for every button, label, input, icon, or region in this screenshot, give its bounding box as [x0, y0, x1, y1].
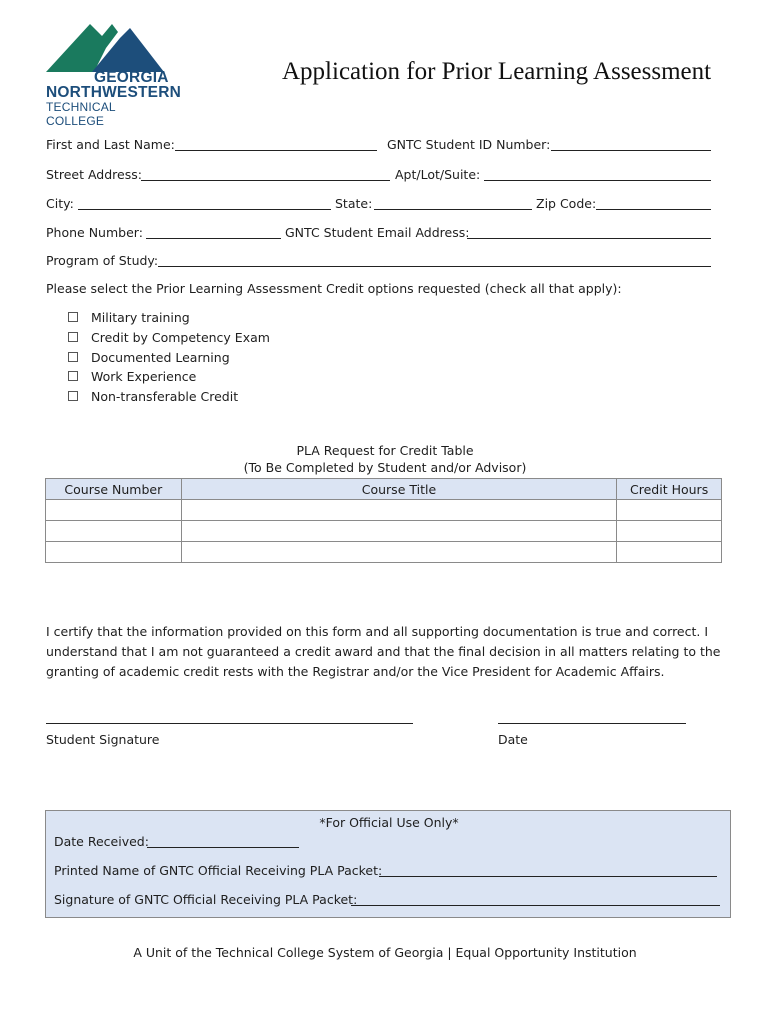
column-header: Credit Hours — [617, 479, 722, 500]
name-label: First and Last Name: — [46, 137, 175, 152]
program-label: Program of Study: — [46, 253, 159, 268]
table-header-row — [46, 479, 722, 500]
city-label: City: — [46, 196, 74, 211]
footer-text: A Unit of the Technical College System of Georgia | Equal Opportunity Institution — [133, 945, 637, 960]
phone-label: Phone Number: — [46, 225, 143, 240]
course-number-cell[interactable] — [46, 500, 182, 521]
mountain-logo-icon — [46, 22, 166, 72]
credit-hours-cell[interactable] — [617, 521, 722, 542]
student-id-label: GNTC Student ID Number: — [387, 137, 551, 152]
date-label: Date — [498, 732, 528, 747]
city-field[interactable] — [78, 209, 331, 210]
student-signature-field[interactable] — [46, 723, 413, 724]
logo-line-1: GEORGIA — [94, 69, 169, 86]
non-transferable-credit-checkbox[interactable] — [68, 391, 78, 401]
option-label: Military training — [91, 310, 190, 325]
certify-line-2: understand that I am not guaranteed a credit award and that the final decision in all matters relating to the — [46, 644, 721, 659]
printed-name-field[interactable] — [379, 876, 717, 877]
student-id-field[interactable] — [551, 150, 711, 151]
column-header: Course Title — [181, 479, 617, 500]
email-label: GNTC Student Email Address: — [285, 225, 470, 240]
official-heading: *For Official Use Only* — [319, 815, 459, 830]
phone-field[interactable] — [146, 238, 281, 239]
table-row — [46, 500, 722, 521]
printed-name-label: Printed Name of GNTC Official Receiving PLA Packet: — [54, 863, 383, 878]
table-row — [46, 521, 722, 542]
street-label: Street Address: — [46, 167, 142, 182]
table-subtitle: (To Be Completed by Student and/or Advisor) — [243, 460, 527, 475]
course-number-cell[interactable] — [46, 521, 182, 542]
logo-line-3: TECHNICAL COLLEGE — [46, 100, 116, 128]
competency-exam-checkbox[interactable] — [68, 332, 78, 342]
zip-label: Zip Code: — [536, 196, 597, 211]
logo-line-2: NORTHWESTERN — [46, 84, 182, 101]
name-field[interactable] — [175, 150, 377, 151]
date-received-label: Date Received: — [54, 834, 149, 849]
certify-line-1: I certify that the information provided on this form and all supporting documentation is true and correct. I — [46, 624, 709, 639]
street-field[interactable] — [141, 180, 390, 181]
date-received-field[interactable] — [147, 847, 299, 848]
course-title-cell[interactable] — [181, 521, 617, 542]
credit-hours-cell[interactable] — [617, 500, 722, 521]
apt-field[interactable] — [484, 180, 711, 181]
college-logo — [46, 22, 182, 128]
course-number-cell[interactable] — [46, 542, 182, 563]
option-label: Work Experience — [91, 369, 197, 384]
military-training-checkbox[interactable] — [68, 312, 78, 322]
documented-learning-checkbox[interactable] — [68, 352, 78, 362]
course-title-cell[interactable] — [181, 542, 617, 563]
option-label: Credit by Competency Exam — [91, 330, 270, 345]
column-header: Course Number — [46, 479, 182, 500]
table-title: PLA Request for Credit Table — [296, 443, 474, 458]
option-label: Documented Learning — [91, 350, 230, 365]
credit-table — [45, 478, 722, 563]
instructions-text: Please select the Prior Learning Assessment Credit options requested (check all that apply): — [46, 281, 622, 296]
official-signature-label: Signature of GNTC Official Receiving PLA Packet: — [54, 892, 358, 907]
state-label: State: — [335, 196, 373, 211]
table-row — [46, 542, 722, 563]
student-signature-label: Student Signature — [46, 732, 160, 747]
program-field[interactable] — [158, 266, 711, 267]
option-label: Non-transferable Credit — [91, 389, 239, 404]
apt-label: Apt/Lot/Suite: — [395, 167, 481, 182]
official-use-box — [45, 810, 731, 918]
zip-field[interactable] — [596, 209, 711, 210]
email-field[interactable] — [467, 238, 711, 239]
work-experience-checkbox[interactable] — [68, 371, 78, 381]
state-field[interactable] — [374, 209, 532, 210]
certify-line-3: granting of academic credit rests with the Registrar and/or the Vice President for Academic Affairs. — [46, 664, 665, 679]
page-title: Application for Prior Learning Assessment — [282, 58, 712, 85]
date-field[interactable] — [498, 723, 686, 724]
official-signature-field[interactable] — [351, 905, 720, 906]
credit-hours-cell[interactable] — [617, 542, 722, 563]
course-title-cell[interactable] — [181, 500, 617, 521]
